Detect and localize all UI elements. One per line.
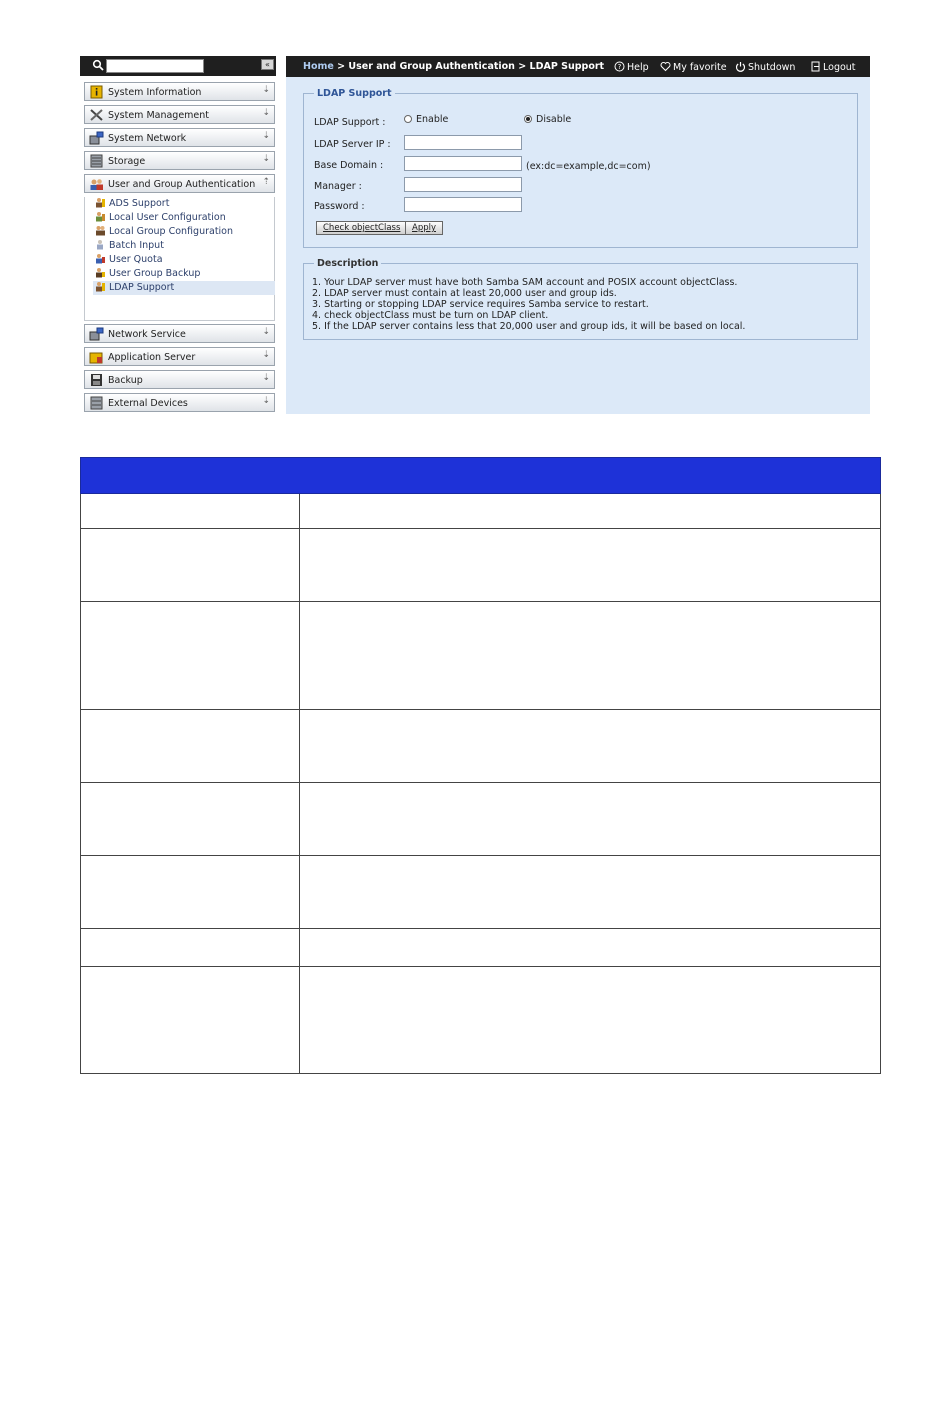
table-row (81, 710, 881, 783)
logout-link[interactable] (810, 61, 856, 73)
sidebar-item-label: Storage (108, 156, 146, 167)
submenu-item-user-quota[interactable] (95, 253, 273, 267)
description-line: 5. If the LDAP server contains less that 20,000 user and group ids, it will be based on local. (312, 321, 746, 332)
users-icon (89, 177, 104, 191)
submenu-item-batch-input[interactable] (95, 239, 273, 253)
table-row (81, 783, 881, 856)
tools-icon (89, 108, 104, 122)
submenu-item-label: LDAP Support (109, 282, 175, 293)
table-cell (81, 967, 300, 1074)
enable-radio[interactable] (404, 114, 448, 125)
user-backup-icon (95, 267, 106, 278)
table-cell (300, 529, 881, 602)
sidebar-item-system-management[interactable] (84, 105, 275, 124)
svg-text:?: ? (617, 63, 622, 72)
sidebar-item-user-group-auth[interactable] (84, 174, 275, 193)
table-cell (300, 494, 881, 529)
submenu-item-ads-support[interactable] (95, 197, 273, 211)
ldap-support-label: LDAP Support : (314, 117, 386, 128)
radio-circle-selected (524, 115, 532, 123)
description-legend: Description (317, 258, 379, 269)
help-link[interactable] (614, 61, 649, 73)
sidebar-item-label: System Network (108, 133, 187, 144)
table-cell (81, 929, 300, 967)
base-domain-input[interactable] (404, 156, 522, 171)
search-input[interactable] (106, 59, 204, 73)
table-row (81, 602, 881, 710)
radio-circle (404, 115, 412, 123)
user-quota-icon (95, 253, 106, 264)
my-favorite-label: My favorite (673, 62, 727, 73)
help-icon (614, 61, 625, 72)
apply-button[interactable]: Apply (405, 221, 443, 235)
table-cell (300, 602, 881, 710)
ldap-icon (95, 281, 106, 292)
password-input[interactable] (404, 197, 522, 212)
collapse-sidebar-button[interactable]: « (261, 59, 274, 70)
table-row (81, 856, 881, 929)
breadcrumb-user-group-auth[interactable]: User and Group Authentication (348, 61, 515, 72)
manager-input[interactable] (404, 177, 522, 192)
disable-radio[interactable] (524, 114, 571, 125)
manager-label: Manager : (314, 181, 362, 192)
table-cell (81, 856, 300, 929)
user-config-icon (95, 211, 106, 222)
expand-icon: ⇣ (262, 327, 270, 337)
expand-icon: ⇣ (262, 373, 270, 383)
expand-icon: ⇣ (262, 396, 270, 406)
table-cell (81, 710, 300, 783)
password-label: Password : (314, 201, 365, 212)
info-icon (89, 85, 104, 99)
backup-icon (89, 373, 104, 387)
sidebar-item-backup[interactable] (84, 370, 275, 389)
breadcrumb (303, 61, 604, 72)
expand-icon: ⇣ (262, 108, 270, 118)
base-domain-hint: (ex:dc=example,dc=com) (526, 161, 651, 172)
breadcrumb-separator: > (337, 61, 346, 72)
submenu-item-local-group-config[interactable] (95, 225, 273, 239)
sidebar-item-label: Application Server (108, 352, 196, 363)
check-objectclass-button[interactable]: Check objectClass (316, 221, 407, 235)
batch-input-icon (95, 239, 106, 250)
base-domain-label: Base Domain : (314, 160, 384, 171)
logout-icon (810, 61, 821, 72)
table-header-row (81, 458, 881, 494)
collapse-icon: ⇡ (262, 177, 270, 187)
search-bar (80, 56, 276, 76)
table-cell (81, 783, 300, 856)
table-row (81, 929, 881, 967)
table-row (81, 529, 881, 602)
expand-icon: ⇣ (262, 85, 270, 95)
disable-label: Disable (536, 114, 572, 125)
submenu-user-group-auth (84, 197, 275, 321)
description-line: 2. LDAP server must contain at least 20,000 user and group ids. (312, 288, 617, 299)
my-favorite-link[interactable] (660, 61, 727, 73)
table-cell (81, 494, 300, 529)
sidebar (80, 56, 276, 414)
storage-icon (89, 154, 104, 168)
server-ip-label: LDAP Server IP : (314, 139, 391, 150)
sidebar-item-system-network[interactable] (84, 128, 275, 147)
submenu-item-label: Batch Input (109, 240, 164, 251)
heart-icon (660, 61, 671, 72)
top-bar (286, 56, 870, 77)
table-cell (300, 929, 881, 967)
table-row (81, 494, 881, 529)
sidebar-item-label: Backup (108, 375, 143, 386)
sidebar-item-network-service[interactable] (84, 324, 275, 343)
table-cell (300, 783, 881, 856)
table-cell (81, 529, 300, 602)
submenu-item-label: ADS Support (109, 198, 170, 209)
expand-icon: ⇣ (262, 154, 270, 164)
server-ip-input[interactable] (404, 135, 522, 150)
table-cell (300, 856, 881, 929)
breadcrumb-home[interactable]: Home (303, 61, 334, 72)
breadcrumb-ldap-support: LDAP Support (529, 61, 605, 72)
submenu-item-label: Local User Configuration (109, 212, 226, 223)
power-icon (735, 61, 746, 72)
table-cell (81, 602, 300, 710)
submenu-item-ldap-support[interactable] (93, 281, 275, 295)
sidebar-item-storage[interactable] (84, 151, 275, 170)
network-service-icon (89, 327, 104, 341)
table-header (81, 458, 881, 494)
logout-label: Logout (823, 62, 856, 73)
sidebar-item-label: External Devices (108, 398, 188, 409)
submenu-item-user-group-backup[interactable] (95, 267, 273, 281)
expand-icon: ⇣ (262, 131, 270, 141)
table-row (81, 967, 881, 1074)
shutdown-link[interactable] (735, 61, 795, 73)
group-config-icon (95, 225, 106, 236)
description-line: 4. check objectClass must be turn on LDAP client. (312, 310, 549, 321)
help-label: Help (627, 62, 649, 73)
nas-admin-screenshot (80, 56, 870, 414)
enable-label: Enable (416, 114, 449, 125)
sidebar-item-label: System Management (108, 110, 210, 121)
main-panel (286, 56, 870, 414)
submenu-item-label: Local Group Configuration (109, 226, 234, 237)
network-icon (89, 131, 104, 145)
sidebar-item-system-information[interactable] (84, 82, 275, 101)
description-line: 3. Starting or stopping LDAP service requires Samba service to restart. (312, 299, 649, 310)
user-key-icon (95, 197, 106, 208)
external-devices-icon (89, 396, 104, 410)
sidebar-item-external-devices[interactable] (84, 393, 275, 412)
table-cell (300, 967, 881, 1074)
expand-icon: ⇣ (262, 350, 270, 360)
sidebar-item-label: User and Group Authentication (108, 179, 256, 190)
sidebar-item-label: System Information (108, 87, 202, 98)
shutdown-label: Shutdown (748, 62, 796, 73)
submenu-item-label: User Quota (109, 254, 163, 265)
breadcrumb-separator: > (518, 61, 527, 72)
sidebar-item-label: Network Service (108, 329, 186, 340)
submenu-item-label: User Group Backup (109, 268, 201, 279)
submenu-item-local-user-config[interactable] (95, 211, 273, 225)
search-icon[interactable] (92, 59, 104, 71)
table-cell (300, 710, 881, 783)
description-line: 1. Your LDAP server must have both Samba SAM account and POSIX account objectClass. (312, 277, 738, 288)
app-server-icon (89, 350, 104, 364)
sidebar-item-application-server[interactable] (84, 347, 275, 366)
ldap-settings-table (80, 457, 881, 1074)
ldap-support-legend: LDAP Support (317, 88, 392, 99)
